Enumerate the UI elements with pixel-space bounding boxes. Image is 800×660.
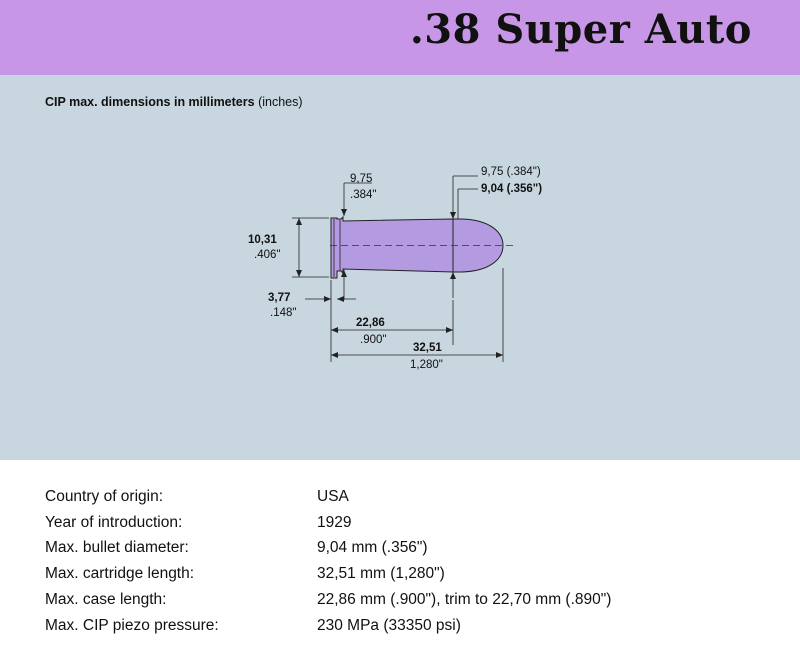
spec-value: USA <box>317 487 349 505</box>
spec-row <box>45 536 611 562</box>
spec-label: Max. CIP piezo pressure: <box>45 616 219 634</box>
spec-label: Max. bullet diameter: <box>45 539 189 557</box>
spec-label: Year of introduction: <box>45 513 183 531</box>
spec-table <box>45 484 611 639</box>
spec-value: 1929 <box>317 513 352 531</box>
cart-len-mm: 32,51 <box>413 342 442 354</box>
spec-value: 22,86 mm (.900"), trim to 22,70 mm (.890") <box>317 591 612 609</box>
rim-dia-mm: 10,31 <box>248 234 277 246</box>
case-len-mm: 22,86 <box>356 317 385 329</box>
neck-dia-in: .384" <box>350 189 377 201</box>
mouth-dia: 9,75 (.384") <box>481 166 541 178</box>
caption-bold: CIP max. dimensions in millimeters <box>45 95 255 109</box>
spec-label: Max. case length: <box>45 591 167 609</box>
cart-len-in: 1,280" <box>410 359 443 371</box>
spec-row <box>45 510 611 536</box>
spec-row <box>45 613 611 639</box>
rim-thick-in: .148" <box>270 307 297 319</box>
cartridge-case <box>331 217 453 278</box>
case-len-in: .900" <box>360 334 387 346</box>
rim-dia-in: .406" <box>254 249 281 261</box>
bullet-dia: 9,04 (.356") <box>481 183 543 195</box>
spec-value: 9,04 mm (.356") <box>317 539 428 557</box>
spec-row <box>45 561 611 587</box>
caption-units: (inches) <box>258 95 303 109</box>
rim-thick-mm: 3,77 <box>268 292 291 304</box>
spec-value: 32,51 mm (1,280") <box>317 565 445 583</box>
spec-label: Country of origin: <box>45 487 164 505</box>
spec-value: 230 MPa (33350 psi) <box>317 616 461 634</box>
neck-dia-mm: 9,75 <box>350 173 373 185</box>
spec-row <box>45 587 611 613</box>
spec-label: Max. cartridge length: <box>45 565 195 583</box>
page-title: .38 Super Auto <box>409 6 752 53</box>
spec-row <box>45 484 611 510</box>
